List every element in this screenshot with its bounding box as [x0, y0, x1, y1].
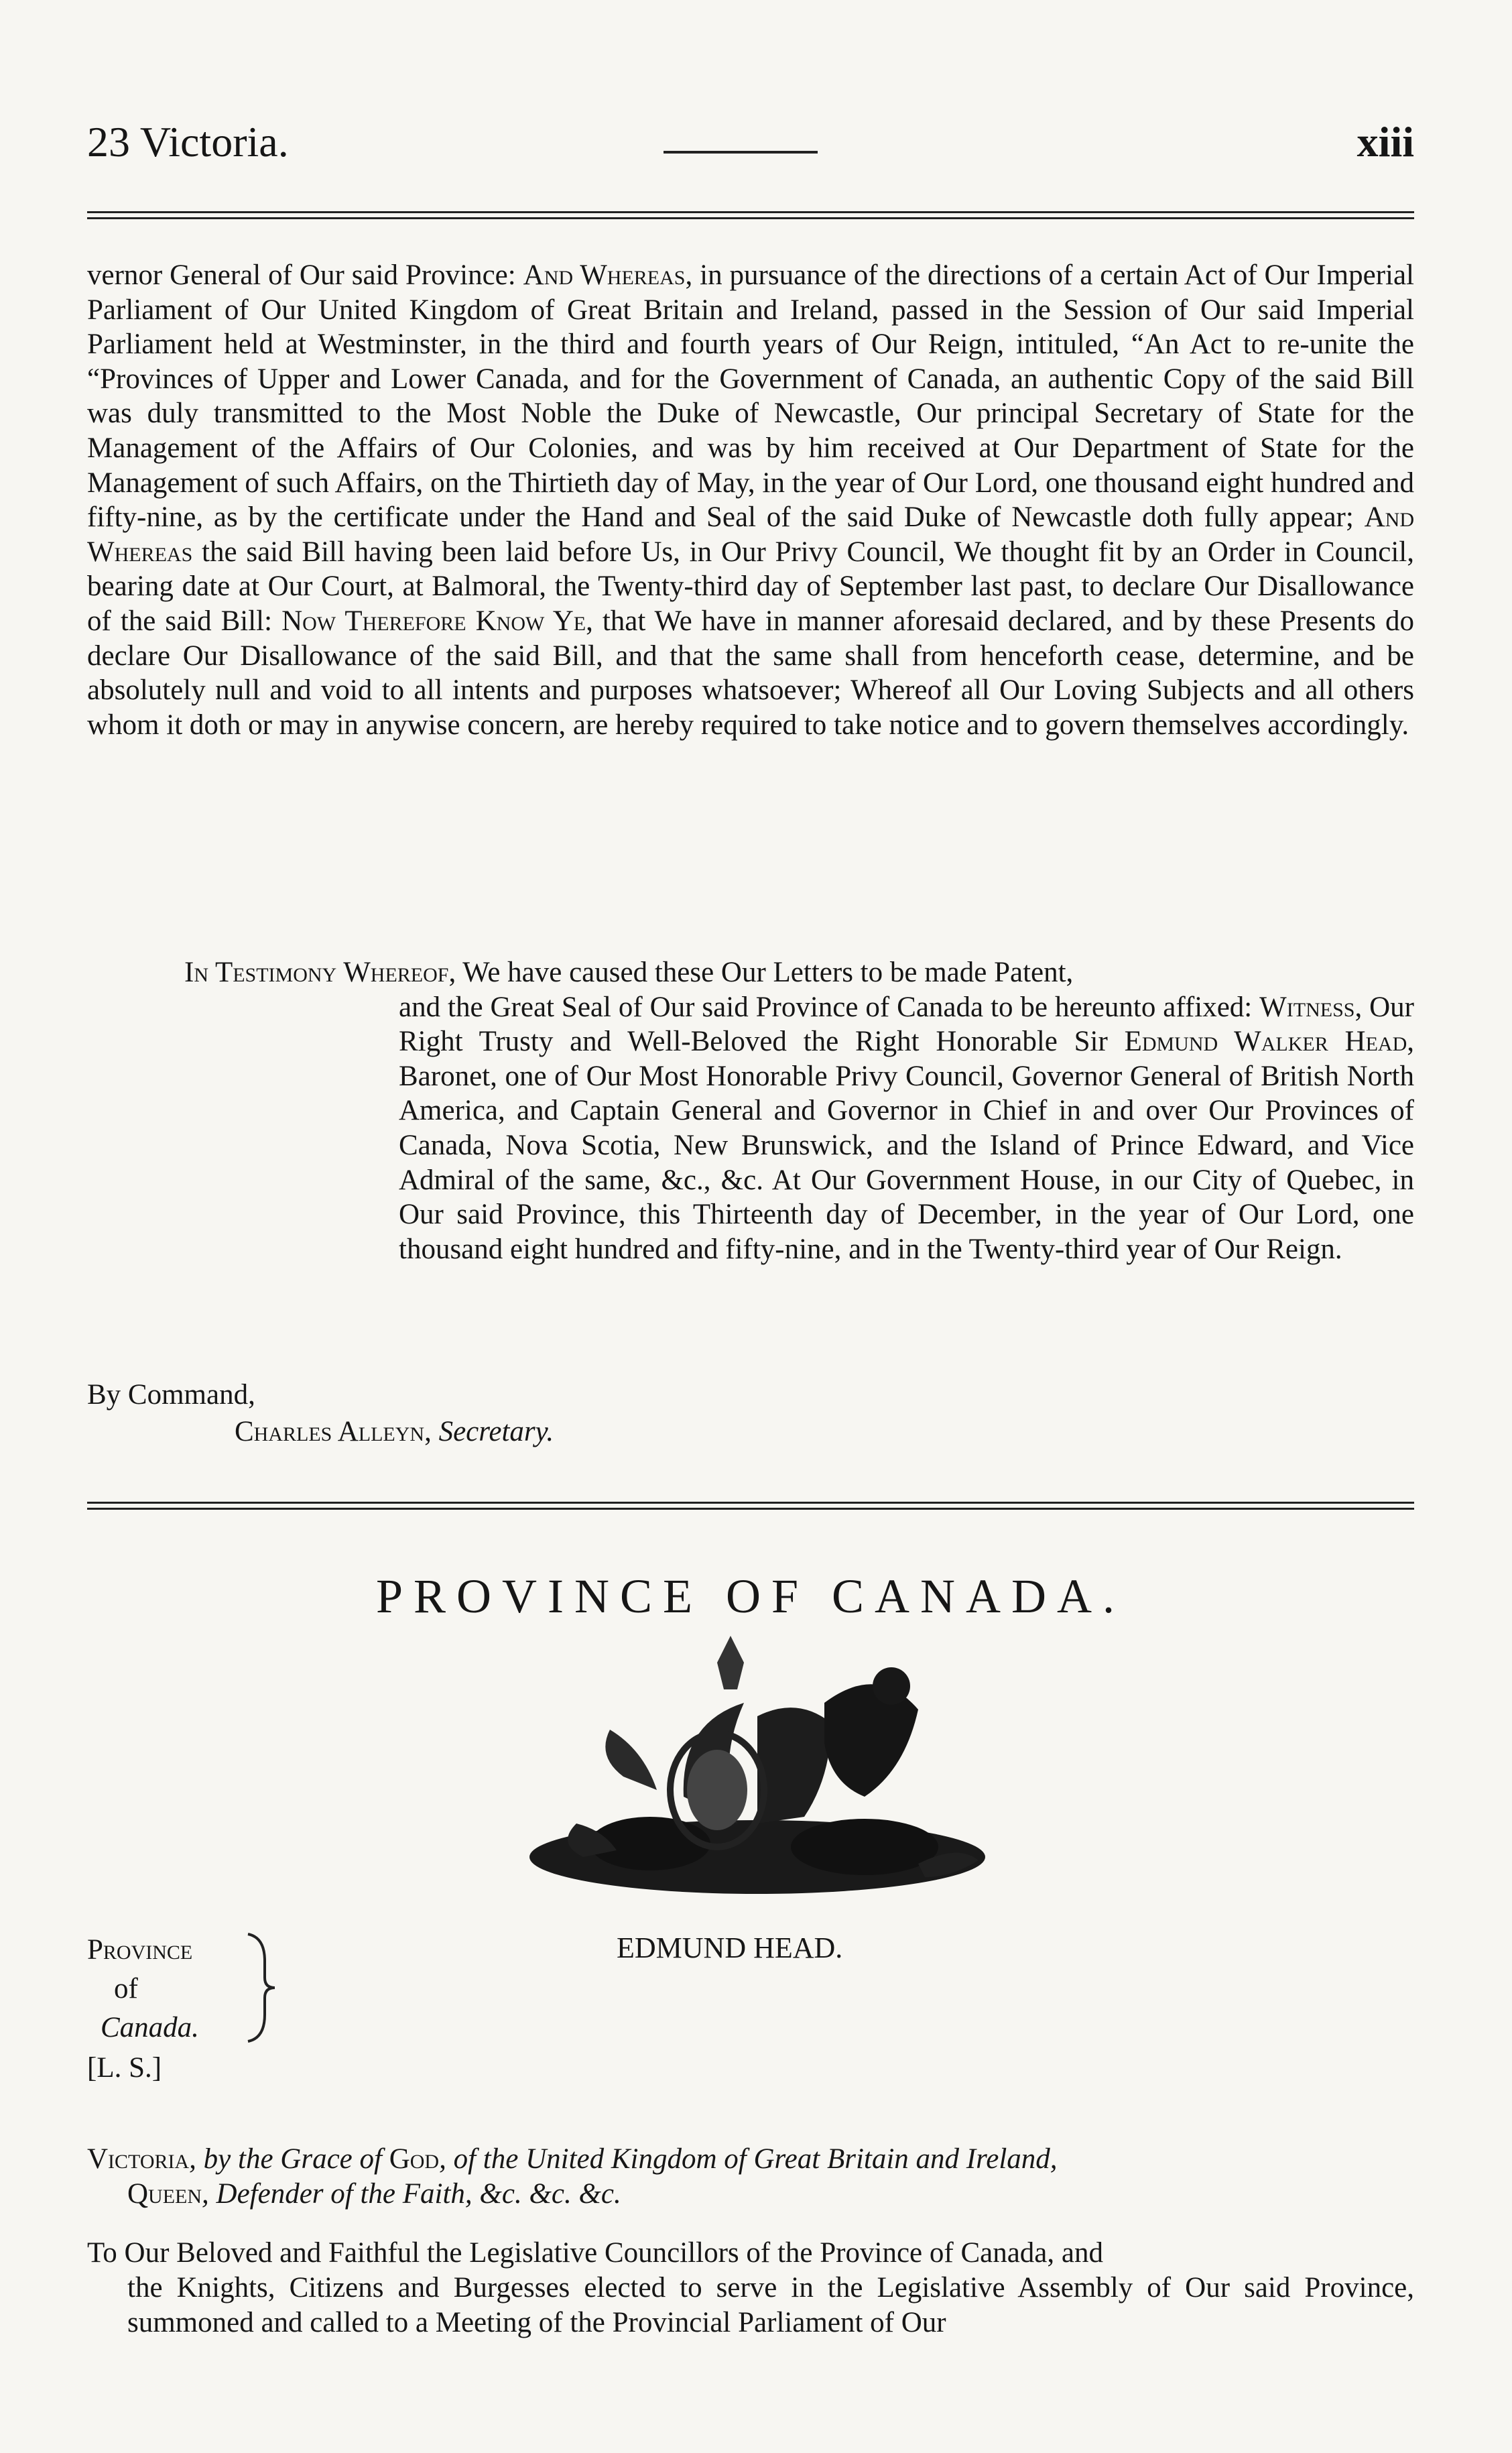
secretary-signature: Charles Alleyn, Secretary.: [235, 1416, 554, 1447]
text-run-small-caps: And Whereas: [87, 501, 1414, 568]
text-run-italic: , by the Grace of: [189, 2143, 389, 2175]
text-run: , in pursuance of the directions of a certain Act of Our Imperial Parliament of Our United Kingdom of Great Britain and Ireland, passed in the Session of Our said Imperial Parliament held at Westminster, in the third and fourth years of Our Reign, intituled, “An Act to re-unite the “Provinces of Upper and Lower Canada, and for the Government of Canada, an authentic Copy of the said Bill was duly transmitted to the Most Noble the Duke of Newcastle, Our principal Secretary of State for the Management of the Affairs of Our Colonies, and was by him received at Our Department of State for the Management of such Affairs, on the Thirtieth day of May, in the year of Our Lord, one thousand eight hundred and fifty-nine, as by the certificate under the Hand and Seal of the said Duke of Newcastle doth fully appear;: [87, 259, 1415, 534]
province-label: [87, 1931, 199, 2047]
section-double-rule: [87, 1502, 1414, 1510]
header-double-rule: [87, 211, 1414, 219]
text-run: and the Great Seal of Our said Province of Canada to be hereunto affixed:: [399, 991, 1260, 1023]
document-page: [87, 0, 1414, 2453]
royal-style-line-2: [87, 2177, 1414, 2212]
text-run-small-caps: Queen: [127, 2178, 202, 2210]
text-run-small-caps: Now Therefore Know Ye: [281, 605, 586, 637]
header-ornament-rule: [664, 151, 818, 154]
text-run-small-caps: In Testimony Whereof: [184, 957, 449, 988]
province-label-line: Province: [87, 1934, 193, 1966]
province-label-line: Canada.: [101, 2012, 199, 2043]
testimony-body: [184, 990, 1414, 1267]
text-run: To Our Beloved and Faithful the Legislative Councillors of the Province of Canada, and: [87, 2237, 1103, 2269]
text-run-italic: , Defender of the Faith, &c. &c. &c.: [202, 2178, 621, 2210]
page-header: [87, 117, 1414, 178]
text-run-small-caps: And Whereas: [523, 259, 686, 291]
text-run: vernor General of Our said Province:: [87, 259, 523, 291]
by-command: By Command,: [87, 1379, 255, 1411]
province-label-line: of: [114, 1973, 138, 2005]
secretary-name: Charles Alleyn: [235, 1416, 425, 1447]
royal-style-line: [87, 2142, 1414, 2212]
page-number: xiii: [1357, 118, 1414, 166]
disallowance-paragraph: [87, 258, 1414, 742]
testimony-paragraph: [184, 955, 1414, 1266]
text-run: , We have caused these Our Letters to be made Patent,: [448, 957, 1074, 988]
text-run-small-caps: Edmund Walker Head: [1124, 1026, 1407, 1058]
governor-name: EDMUND HEAD.: [617, 1931, 843, 1964]
royal-arms-emblem: [516, 1622, 999, 1904]
running-title: 23 Victoria.: [87, 118, 289, 166]
text-run: the Knights, Citizens and Burgesses elected to serve in the Legislative Assembly of Our said Province, summoned and called to a Meeting of the Provincial Parliament of Our: [127, 2272, 1414, 2338]
text-run: the said Bill having been laid before Us, in Our Privy Council, We thought fit by an Order in Council, bearing date at Our Court, at Balmoral, the Twenty-third day of September last past, to declare Our Disallowance of the said Bill:: [87, 536, 1414, 637]
text-run-small-caps: Witness: [1259, 991, 1355, 1023]
text-run: , Baronet, one of Our Most Honorable Privy Council, Governor General of British North America, and Captain General and Governor in Chief in and over Our Provinces of Canada, Nova Scotia, New Brunswick, and the Island of Prince Edward, and Vice Admiral of the same, &c., &c. At Our Government House, in our City of Quebec, in Our said Province, this Thirteenth day of December, in the year of Our Lord, one thousand eight hundred and fifty-nine, and in the Twenty-third year of Our Reign.: [399, 1026, 1414, 1265]
text-run: , Our Right Trusty and Well-Beloved the Right Honorable Sir: [399, 991, 1414, 1058]
secretary-title: Secretary.: [438, 1416, 554, 1447]
proclamation-heading: PROVINCE OF CANADA.: [375, 1569, 1126, 1623]
seal-mark: [L. S.]: [87, 2052, 162, 2084]
curly-brace-icon: [241, 1931, 281, 2045]
text-run-small-caps: Victoria: [87, 2143, 190, 2175]
text-run: , that We have in manner aforesaid declared, and by these Presents do declare Our Disallowance of the said Bill, and that the same shall from henceforth cease, determine, and be absolutely null and void to all intents and purposes whatsoever; Whereof all Our Loving Subjects and all others whom it doth or may in anywise concern, are hereby required to take notice and to govern themselves accordingly.: [87, 605, 1414, 741]
text-run-italic: , of the United Kingdom of Great Britain and Ireland,: [439, 2143, 1058, 2175]
address-paragraph: [87, 2236, 1414, 2340]
text-run-small-caps: God: [389, 2143, 440, 2175]
